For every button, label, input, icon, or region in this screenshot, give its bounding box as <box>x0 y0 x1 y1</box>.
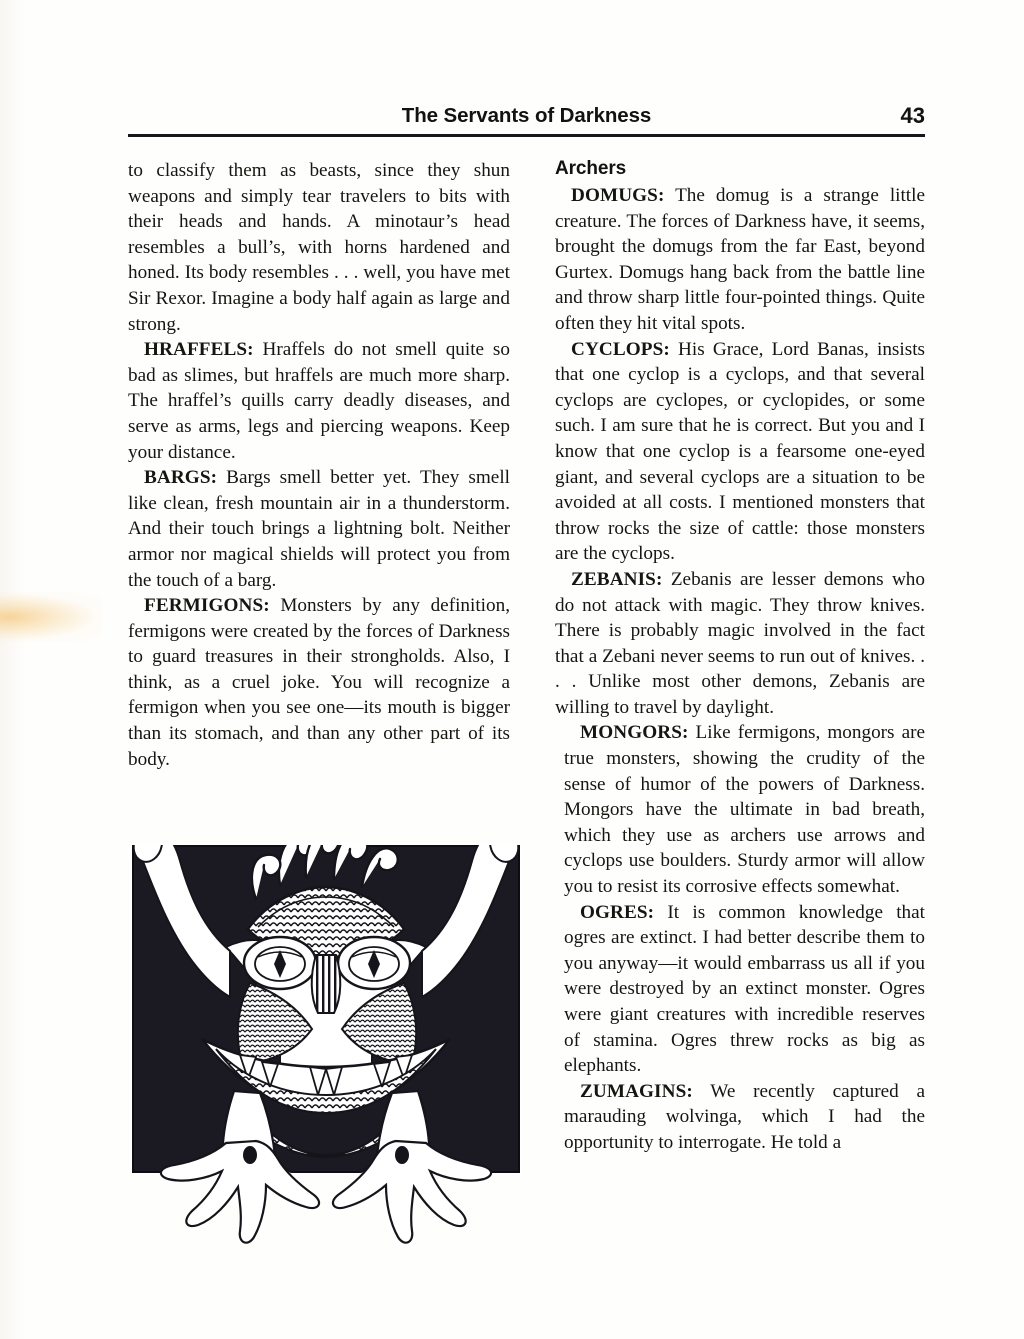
term-label: DOMUGS: <box>571 185 665 206</box>
right-column <box>555 158 925 1156</box>
paragraph-minotaurs-continued <box>128 158 510 337</box>
fermigon-drawing <box>130 843 522 1175</box>
term-label: ZUMAGINS: <box>580 1080 693 1102</box>
term-label: ZEBANIS: <box>571 568 663 590</box>
paragraph-zumagins <box>564 1079 925 1156</box>
paragraph-text: Hraffels do not smell quite so bad as slimes, but hraffels are much more sharp. The hraffel’s quills carry deadly diseases, and serve as arms, legs and piercing weapons. Keep your distance. <box>128 339 510 463</box>
term-label: CYCLOPS: <box>571 338 670 360</box>
paragraph-hraffels <box>128 337 510 465</box>
section-heading-archers: Archers <box>555 158 627 179</box>
right-column-inset-block <box>555 720 925 1155</box>
paragraph-text: Bargs smell better yet. They smell like clean, fresh mountain air in a thunderstorm. And their touch brings a lightning bolt. Neither armor nor magical shields will protect you from the touch of a barg. <box>128 467 510 591</box>
term-label: BARGS: <box>144 467 218 489</box>
paragraph-zebanis <box>555 567 925 721</box>
page-number: 43 <box>900 103 925 128</box>
paragraph-text: Zebanis are lesser demons who do not attack with magic. They throw knives. There is probably magic involved in the fact that a Zebani never seems to run out of knives. . . . Unlike most other demons, Zebanis are willing to travel by daylight. <box>555 568 925 718</box>
term-label: FERMIGONS: <box>144 595 270 617</box>
paragraph-mongors <box>564 720 925 899</box>
term-label: HRAFFELS: <box>144 339 254 361</box>
left-column <box>128 158 510 772</box>
paragraph-text: We recently captured a marauding wolvinga, which I had the opportunity to interrogate. He told a <box>564 1080 925 1153</box>
illustration-fermigon <box>130 843 522 1175</box>
paragraph-domugs <box>555 183 925 337</box>
paragraph-ogres <box>564 900 925 1079</box>
paragraph-text: It is common knowledge that ogres are extinct. I had better describe them to you anyway—it would embarrass us all if you were destroyed by an extinct monster. Ogres were giant creatures with incredible reserves of stamina. Ogres threw rocks as big as elephants. <box>564 901 925 1077</box>
paragraph-fermigons <box>128 593 510 772</box>
header-rule <box>128 134 925 137</box>
paragraph-text: to classify them as beasts, since they shun weapons and simply tear travelers to bits with their heads and hands. A minotaur’s head resembles a bull’s, with horns hardened and honed. Its body resembles . . . well, you have met Sir Rexor. Imagine a body half again as large and strong. <box>128 160 510 335</box>
paragraph-text: His Grace, Lord Banas, insists that one cyclop is a cyclops, and that several cyclops are cyclopes, or cyclopides, or some such. I am sure that he is correct. But you and I know that one cyclop is a fearsome one-eyed giant, and several cyclops are a situation to be avoided at all costs. I mentioned monsters that throw rocks the size of cattle: those monsters are the cyclops. <box>555 338 925 565</box>
creature-snout <box>312 955 341 1013</box>
paragraph-cyclops <box>555 337 925 567</box>
paragraph-text: Monsters by any definition, fermigons were created by the forces of Darkness to guard treasures in their strongholds. Also, I think, as a cruel joke. You will recognize a fermigon when you see one—its mouth is bigger than its stomach, and than any other part of its body. <box>128 595 510 770</box>
running-head <box>128 104 925 134</box>
creature-left-foot-marking <box>243 1146 257 1164</box>
term-label: OGRES: <box>580 901 655 923</box>
paragraph-text: Like fermigons, mongors are true monsters, showing the crudity of the sense of humor of the powers of Darkness. Mongors have the ultimate in bad breath, which they use as archers use arrows and cyclops use boulders. Sturdy armor will allow you to resist its corrosive effects somewhat. <box>564 722 925 898</box>
term-label: MONGORS: <box>580 722 689 744</box>
scan-edge-discoloration <box>0 592 102 642</box>
paragraph-bargs <box>128 465 510 593</box>
running-head-title: The Servants of Darkness <box>401 104 652 127</box>
scan-edge-shading <box>0 0 26 1339</box>
paragraph-text: The domug is a strange little creature. The forces of Darkness have, it seems, brought the domugs from the far East, beyond Gurtex. Domugs hang back from the battle line and throw sharp little four-pointed things. Quite often they hit vital spots. <box>555 185 925 334</box>
creature-right-foot-marking <box>395 1146 409 1164</box>
